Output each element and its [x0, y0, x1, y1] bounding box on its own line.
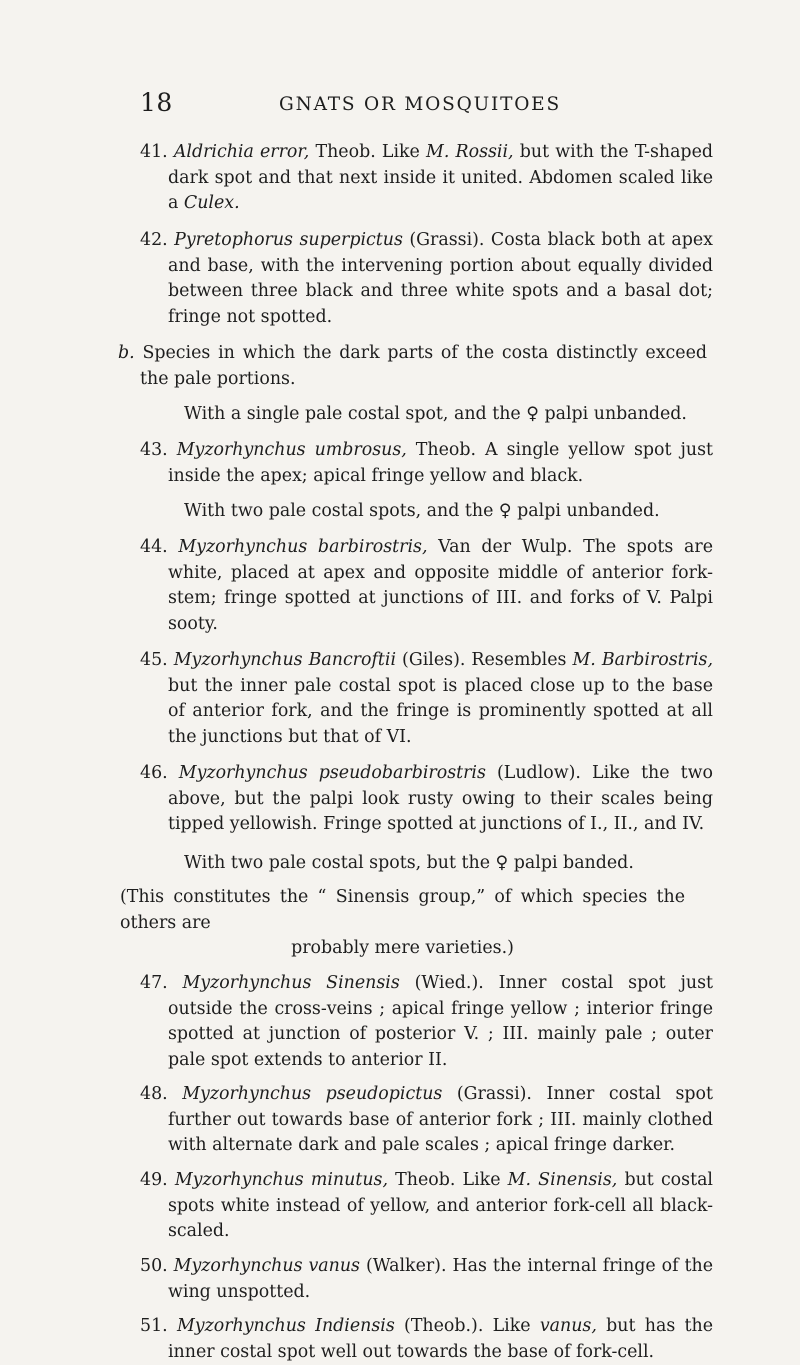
entry-number: 49. [140, 1170, 168, 1190]
species-reference: M. Rossii, [426, 142, 514, 162]
entry-text: but costal spots white instead of yellow, and anterior fork-cell all black-scaled. [168, 1170, 713, 1241]
section-text: Species in which the dark parts of the costa distinctly exceed the pale portions. [134, 343, 707, 389]
page-number: 18 [140, 88, 173, 117]
entry-48 [140, 1082, 713, 1159]
species-name: Myzorhynchus umbrosus, [176, 440, 407, 460]
species-name: Aldrichia error, [173, 142, 310, 162]
entry-text: Van der Wulp. The spots are white, placed at apex and opposite middle of anterior fork-stem; fringe spotted at junctions of III. and forks of V. Palpi sooty. [168, 537, 713, 634]
section-label: b. [118, 343, 135, 363]
entry-text: but has the inner costal spot well out towards the base of fork-cell. [168, 1316, 713, 1362]
entry-50 [140, 1254, 713, 1305]
entry-number: 42. [140, 230, 168, 250]
entry-number: 47. [140, 973, 168, 993]
group-note-line1: (This constitutes the “ Sinensis group,” of which species the others are [120, 887, 685, 933]
entry-number: 44. [140, 537, 168, 557]
entry-number: 46. [140, 763, 168, 783]
subhead-two-spots-banded: With two pale costal spots, but the ♀ palpi banded. [184, 853, 634, 873]
entry-text: but the inner pale costal spot is placed close up to the base of anterior fork, and the fringe is prominently spotted at all the junctions but that of VI. [168, 675, 713, 747]
entry-text: (Ludlow). Like the two above, but the palpi look rusty owing to their scales being tipped yellowish. Fringe spotted at junctions of I., II., and IV. [168, 763, 713, 834]
species-name: Myzorhynchus Sinensis [182, 973, 400, 993]
entry-text: (Grassi). Inner costal spot further out towards base of anterior fork ; III. mainly clothed with alternate dark and pale scales ; apical fringe darker. [168, 1084, 713, 1155]
species-name: Myzorhynchus pseudopictus [182, 1084, 443, 1104]
running-title: GNATS OR MOSQUITOES [279, 94, 561, 115]
section-b [118, 341, 707, 392]
group-note-line2: probably mere varieties.) [291, 938, 514, 958]
entry-51 [140, 1314, 713, 1365]
entry-46 [140, 761, 713, 838]
species-reference: M. Sinensis, [507, 1170, 618, 1190]
entry-text: Theob. A single yellow spot just inside the apex; apical fringe yellow and black. [168, 440, 713, 486]
entry-text: (Grassi). Costa black both at apex and base, with the intervening portion about equally divided between three black and three white spots and a basal dot; fringe not spotted. [168, 230, 713, 327]
species-reference: M. Barbirostris, [572, 650, 713, 670]
species-name: Myzorhynchus vanus [173, 1256, 360, 1276]
genus-reference: Culex. [183, 193, 240, 213]
entry-44 [140, 535, 713, 637]
entry-text: Theob. Like [309, 142, 427, 162]
entry-number: 51. [140, 1316, 168, 1336]
entry-text: but with the T-shaped dark spot and that next inside it united. Abdomen scaled like a [168, 142, 713, 213]
entry-text: (Giles). Resembles [396, 650, 573, 670]
entry-43 [140, 438, 713, 489]
entry-number: 48. [140, 1084, 168, 1104]
entry-number: 43. [140, 440, 168, 460]
entry-45 [140, 648, 713, 750]
entry-text: (Walker). Has the internal fringe of the wing unspotted. [168, 1256, 714, 1302]
entry-number: 41. [140, 142, 168, 162]
subhead-two-spots-unbanded: With two pale costal spots, and the ♀ palpi unbanded. [184, 501, 660, 521]
species-name: Myzorhynchus Indiensis [176, 1316, 395, 1336]
entry-number: 45. [140, 650, 168, 670]
entry-number: 50. [140, 1256, 168, 1276]
species-name: Myzorhynchus barbirostris, [178, 537, 428, 557]
subhead-single-spot: With a single pale costal spot, and the ♀ palpi unbanded. [184, 404, 687, 424]
entry-42 [140, 228, 713, 330]
entry-49 [140, 1168, 713, 1245]
entry-text: Theob. Like [387, 1170, 508, 1190]
group-note [120, 885, 685, 962]
species-name: Pyretophorus superpictus [174, 230, 403, 250]
species-name: Myzorhynchus Bancroftii [173, 650, 397, 670]
species-reference: vanus, [539, 1316, 597, 1336]
entry-47 [140, 971, 713, 1073]
entry-text: (Theob.). Like [394, 1316, 540, 1336]
entry-text: (Wied.). Inner costal spot just outside the cross-veins ; apical fringe yellow ; interior fringe spotted at junction of posterior V. ; III. mainly pale ; outer pale spot extends to anterior II. [168, 973, 713, 1070]
species-name: Myzorhynchus pseudobarbirostris [178, 763, 486, 783]
species-name: Myzorhynchus minutus, [174, 1170, 388, 1190]
entry-41 [140, 140, 713, 217]
